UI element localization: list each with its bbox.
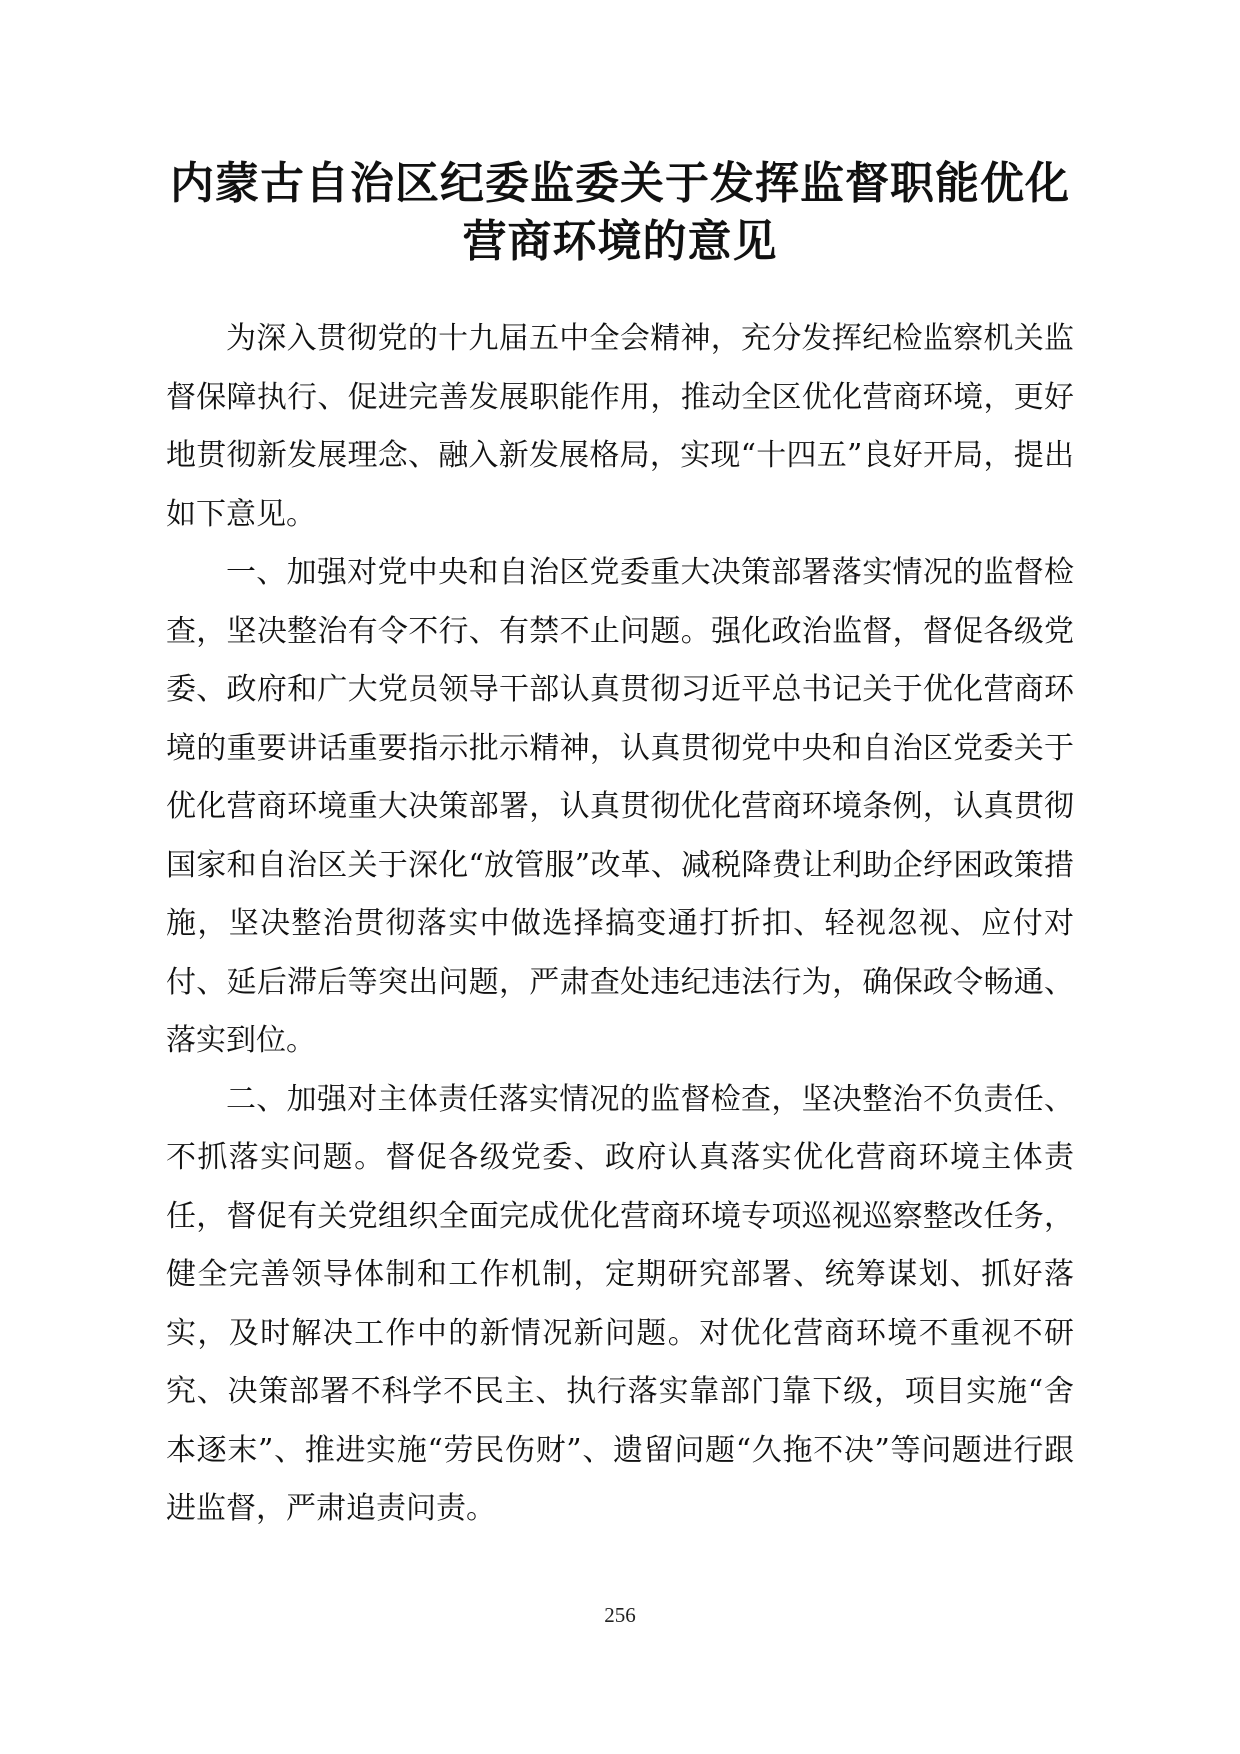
document-body bbox=[166, 310, 1074, 1539]
document-title: 内蒙古自治区纪委监委关于发挥监督职能优化营商环境的意见 bbox=[170, 158, 1070, 267]
page-number: 256 bbox=[604, 1603, 636, 1627]
section-two-paragraph: 二、加强对主体责任落实情况的监督检查，坚决整治不负责任、不抓落实问题。督促各级党委、政府认真落实优化营商环境主体责任，督促有关党组织全面完成优化营商环境专项巡视巡察整改任务，健全完善领导体制和工作机制，定期研究部署、统筹谋划、抓好落实，及时解决工作中的新情况新问题。对优化营商环境不重视不研究、决策部署不科学不民主、执行落实靠部门靠下级，项目实施“舍本逐末”、推进实施“劳民伤财”、遗留问题“久拖不决”等问题进行跟进监督，严肃追责问责。 bbox=[166, 1081, 1074, 1526]
section-one-paragraph: 一、加强对党中央和自治区党委重大决策部署落实情况的监督检查，坚决整治有令不行、有禁不止问题。强化政治监督，督促各级党委、政府和广大党员领导干部认真贯彻习近平总书记关于优化营商环境的重要讲话重要指示批示精神，认真贯彻党中央和自治区党委关于优化营商环境重大决策部署，认真贯彻优化营商环境条例，认真贯彻国家和自治区关于深化“放管服”改革、减税降费让利助企纾困政策措施，坚决整治贯彻落实中做选择搞变通打折扣、轻视忽视、应付对付、延后滞后等突出问题，严肃查处违纪违法行为，确保政令畅通、落实到位。 bbox=[166, 555, 1074, 1058]
intro-paragraph: 为深入贯彻党的十九届五中全会精神，充分发挥纪检监察机关监督保障执行、促进完善发展职能作用，推动全区优化营商环境，更好地贯彻新发展理念、融入新发展格局，实现“十四五”良好开局，提出如下意见。 bbox=[166, 321, 1074, 532]
